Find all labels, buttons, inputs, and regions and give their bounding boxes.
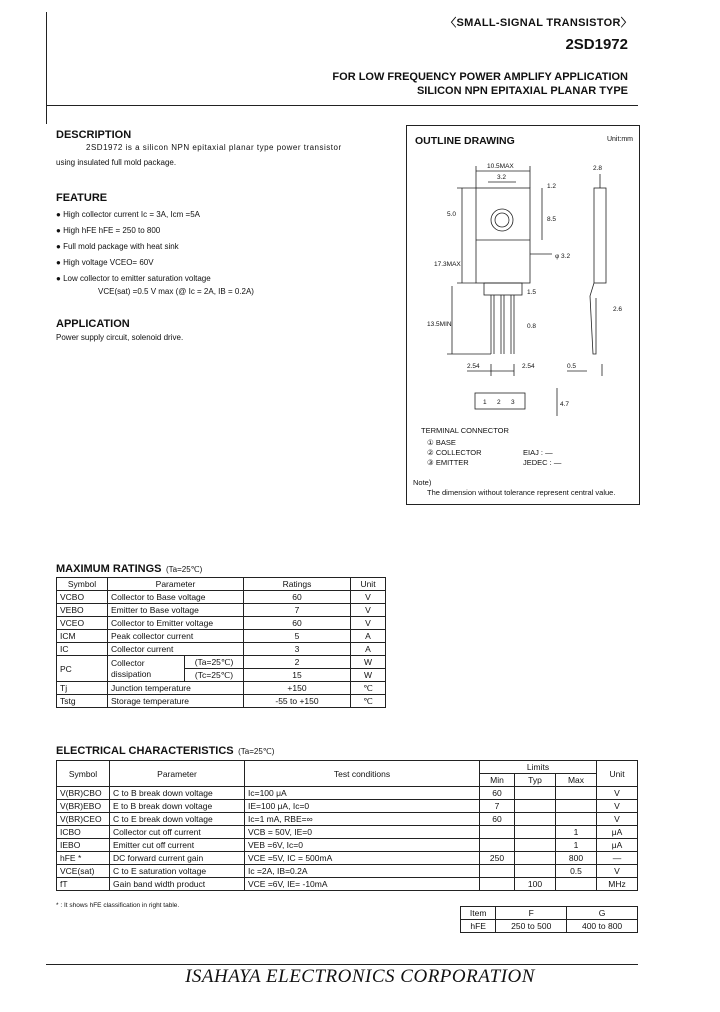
dim-0-8: 0.8: [527, 323, 537, 330]
feature-item: ● High collector current Ic = 3A, Icm =5A: [56, 210, 201, 219]
elec-char-table: [56, 760, 638, 891]
table-row: fT Gain band width product VCE =6V, IE= -10mA 100 MHz: [57, 878, 638, 891]
dim-pitch-right: 2.54: [522, 363, 535, 370]
dim-8-5: 8.5: [547, 216, 557, 223]
max-ratings-cond: (Ta=25℃): [165, 565, 203, 574]
col-symbol: Symbol: [57, 578, 108, 591]
application-text: Power supply circuit, solenoid drive.: [56, 333, 184, 342]
elec-footnote: * : It shows hFE classification in right table.: [56, 902, 180, 909]
col-ratings: Ratings: [244, 578, 351, 591]
table-row: hFE * DC forward current gain VCE =5V, IC = 500mA 250 800 —: [57, 852, 638, 865]
package-body: [476, 188, 530, 283]
category-label: 〈SMALL-SIGNAL TRANSISTOR〉: [445, 17, 632, 29]
description-title: DESCRIPTION: [56, 129, 132, 141]
feature-item: ● High hFE hFE = 250 to 800: [56, 226, 161, 235]
table-row: VCE(sat) C to E saturation voltage Ic =2A, IB=0.2A 0.5 V: [57, 865, 638, 878]
table-header-row: Min Typ Max: [57, 774, 638, 787]
table-header-row: [57, 578, 386, 591]
table-row: IC Collector current 3 A: [57, 643, 386, 656]
table-row: V(BR)EBO E to B break down voltage IE=100 μA, Ic=0 7 V: [57, 800, 638, 813]
dim-5-0: 5.0: [447, 211, 457, 218]
outline-drawing-box: [406, 125, 640, 505]
table-row: IEBO Emitter cut off current VEB =6V, Ic=0 1 μA: [57, 839, 638, 852]
subtitle-type: SILICON NPN EPITAXIAL PLANAR TYPE: [416, 85, 628, 97]
feature-title: FEATURE: [56, 192, 108, 204]
header-rule: [46, 105, 638, 106]
feature-list: [56, 207, 211, 287]
jedec-code: JEDEC : —: [523, 458, 562, 467]
pin-2-label: 2: [497, 399, 501, 406]
dim-pitch-left: 2.54: [467, 363, 480, 370]
dim-0-5: 0.5: [567, 363, 577, 370]
dim-2-6: 2.6: [613, 306, 623, 313]
footer-rule: [46, 964, 638, 965]
feature-vce-line: VCE(sat) =0.5 V max (@ Ic = 2A, IB = 0.2A): [98, 287, 254, 296]
feature-item: ● Low collector to emitter saturation voltage: [56, 274, 211, 283]
pin-1-label: 1: [483, 399, 487, 406]
table-row-pc: PC Collector dissipation (Ta=25℃) 2 W: [57, 656, 386, 669]
table-row: Tj Junction temperature +150 ℃: [57, 682, 386, 695]
table-row: VCBO Collector to Base voltage 60 V: [57, 591, 386, 604]
note-text: The dimension without tolerance represent central value.: [427, 488, 616, 497]
table-row: VCEO Collector to Emitter voltage 60 V: [57, 617, 386, 630]
table-row: Tstg Storage temperature -55 to +150 ℃: [57, 695, 386, 708]
outline-title: OUTLINE DRAWING: [415, 135, 515, 147]
dim-height-max: 17.3MAX: [434, 261, 461, 268]
terminal-item-base: ① BASE: [427, 438, 456, 447]
table-row: hFE 250 to 500 400 to 800: [461, 920, 638, 933]
outline-drawing: [407, 126, 639, 426]
table-header-row: Item F G: [461, 907, 638, 920]
left-frame-line: [46, 12, 47, 124]
subtitle-application: FOR LOW FREQUENCY POWER AMPLIFY APPLICATION: [332, 71, 628, 83]
feature-item: ● Full mold package with heat sink: [56, 242, 179, 251]
hfe-class-table: [460, 906, 638, 933]
max-ratings-heading: [56, 559, 202, 577]
col-unit: Unit: [351, 578, 386, 591]
elec-cond: (Ta=25℃): [238, 747, 275, 756]
description-line-2: using insulated full mold package.: [56, 158, 177, 167]
dim-hole-dia: φ 3.2: [555, 253, 571, 260]
application-title: APPLICATION: [56, 318, 130, 330]
table-header-row: Symbol Parameter Test conditions Limits Unit: [57, 761, 638, 774]
elec-title: ELECTRICAL CHARACTERISTICS: [56, 745, 234, 757]
dim-1-2: 1.2: [547, 183, 557, 190]
table-row: VEBO Emitter to Base voltage 7 V: [57, 604, 386, 617]
dim-hole-pitch: 3.2: [497, 174, 507, 181]
terminal-item-emitter: ③ EMITTER: [427, 458, 469, 467]
dim-lead-min: 13.5MIN: [427, 321, 452, 328]
dim-2-8: 2.8: [593, 165, 603, 172]
pin-3-label: 3: [511, 399, 515, 406]
company-name: ISAHAYA ELECTRONICS CORPORATION: [185, 966, 535, 987]
dim-1-5: 1.5: [527, 289, 537, 296]
table-row: V(BR)CBO C to B break down voltage Ic=100 μA 60 V: [57, 787, 638, 800]
description-line-1: 2SD1972 is a silicon NPN epitaxial planar type power transistor: [86, 143, 342, 152]
max-ratings-title: MAXIMUM RATINGS: [56, 563, 162, 575]
table-row: V(BR)CEO C to E break down voltage Ic=1 mA, RBE=∞ 60 V: [57, 813, 638, 826]
eiaj-code: EIAJ : —: [523, 448, 553, 457]
note-title: Note): [413, 478, 432, 487]
terminal-connector-title: TERMINAL CONNECTOR: [421, 426, 509, 435]
terminal-list: [427, 438, 482, 468]
part-number: 2SD1972: [565, 36, 628, 53]
table-row-pc-2: (Tc=25℃) 15 W: [57, 669, 386, 682]
outline-unit: Unit:mm: [606, 136, 633, 143]
col-parameter: Parameter: [108, 578, 244, 591]
dim-4-7: 4.7: [560, 401, 570, 408]
elec-heading: [56, 741, 274, 759]
table-row: ICBO Collector cut off current VCB = 50V, IE=0 1 μA: [57, 826, 638, 839]
feature-item: ● High voltage VCEO= 60V: [56, 258, 154, 267]
mounting-hole: [491, 209, 513, 231]
table-row: ICM Peak collector current 5 A: [57, 630, 386, 643]
terminal-item-collector: ② COLLECTOR: [427, 448, 482, 457]
dim-width-max: 10.5MAX: [487, 163, 514, 170]
max-ratings-table: [56, 577, 386, 708]
side-view-body: [594, 188, 606, 283]
